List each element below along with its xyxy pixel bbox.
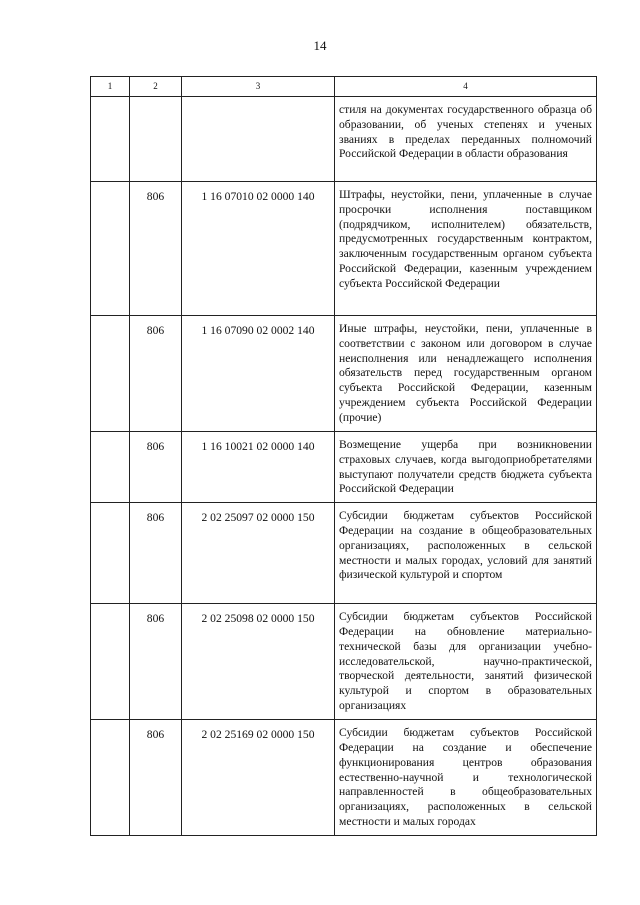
table-row [91,97,597,182]
cell-description: Возмещение ущерба при возникновении страховых случаев, когда выгодоприобретателями выступают получатели средств бюджета субъекта Российской Федерации [335,432,597,503]
cell-col1 [91,720,130,836]
table-row [91,182,597,316]
cell-description: Штрафы, неустойки, пени, уплаченные в случае просрочки исполнения поставщиком (подрядчиком, исполнителем) обязательств, предусмотренных государственным контрактом, заключенным государственным органом субъекта Российской Федерации, казенным учреждением субъекта Российской Федерации [335,182,597,316]
table-row [91,604,597,720]
cell-admin-code: 806 [130,720,182,836]
cell-budget-code: 1 16 10021 02 0000 140 [182,432,335,503]
cell-budget-code [182,97,335,182]
table-row [91,720,597,836]
cell-col1 [91,432,130,503]
cell-col1 [91,316,130,432]
header-col-3: 3 [182,77,335,97]
cell-budget-code: 2 02 25098 02 0000 150 [182,604,335,720]
table-row [91,316,597,432]
cell-admin-code: 806 [130,604,182,720]
cell-admin-code: 806 [130,316,182,432]
page-number: 14 [313,38,327,53]
cell-description: Субсидии бюджетам субъектов Российской Федерации на обновление материально-технической базы для организации учебно-исследовательской, научно-практической, творческой деятельности, занятий физической культурой и спортом в образовательных организациях [335,604,597,720]
cell-budget-code: 2 02 25169 02 0000 150 [182,720,335,836]
cell-col1 [91,97,130,182]
header-col-4: 4 [335,77,597,97]
cell-description: Субсидии бюджетам субъектов Российской Федерации на создание и обеспечение функционирования центров образования естественно-научной и технологической направленностей в общеобразовательных организациях, расположенных в сельской местности и малых городах [335,720,597,836]
cell-admin-code: 806 [130,432,182,503]
cell-budget-code: 1 16 07090 02 0002 140 [182,316,335,432]
table-row [91,432,597,503]
header-col-2: 2 [130,77,182,97]
cell-col1 [91,503,130,604]
header-col-1: 1 [91,77,130,97]
cell-description: Субсидии бюджетам субъектов Российской Федерации на создание в общеобразовательных организациях, расположенных в сельской местности и малых городах, условий для занятий физической культурой и спортом [335,503,597,604]
cell-col1 [91,182,130,316]
revenue-codes-table [90,76,597,836]
cell-admin-code: 806 [130,503,182,604]
cell-description: Иные штрафы, неустойки, пени, уплаченные в соответствии с законом или договором в случае неисполнения или ненадлежащего исполнения обязательств перед государственным органом субъекта Российской Федерации, казенным учреждением субъекта Российской Федерации (прочие) [335,316,597,432]
table-row [91,503,597,604]
table-header-row [91,77,597,97]
cell-col1 [91,604,130,720]
cell-budget-code: 1 16 07010 02 0000 140 [182,182,335,316]
cell-admin-code [130,97,182,182]
cell-description: стиля на документах государственного образца об образовании, об ученых степенях и ученых званиях в пределах переданных полномочий Российской Федерации в области образования [335,97,597,182]
cell-admin-code: 806 [130,182,182,316]
cell-budget-code: 2 02 25097 02 0000 150 [182,503,335,604]
